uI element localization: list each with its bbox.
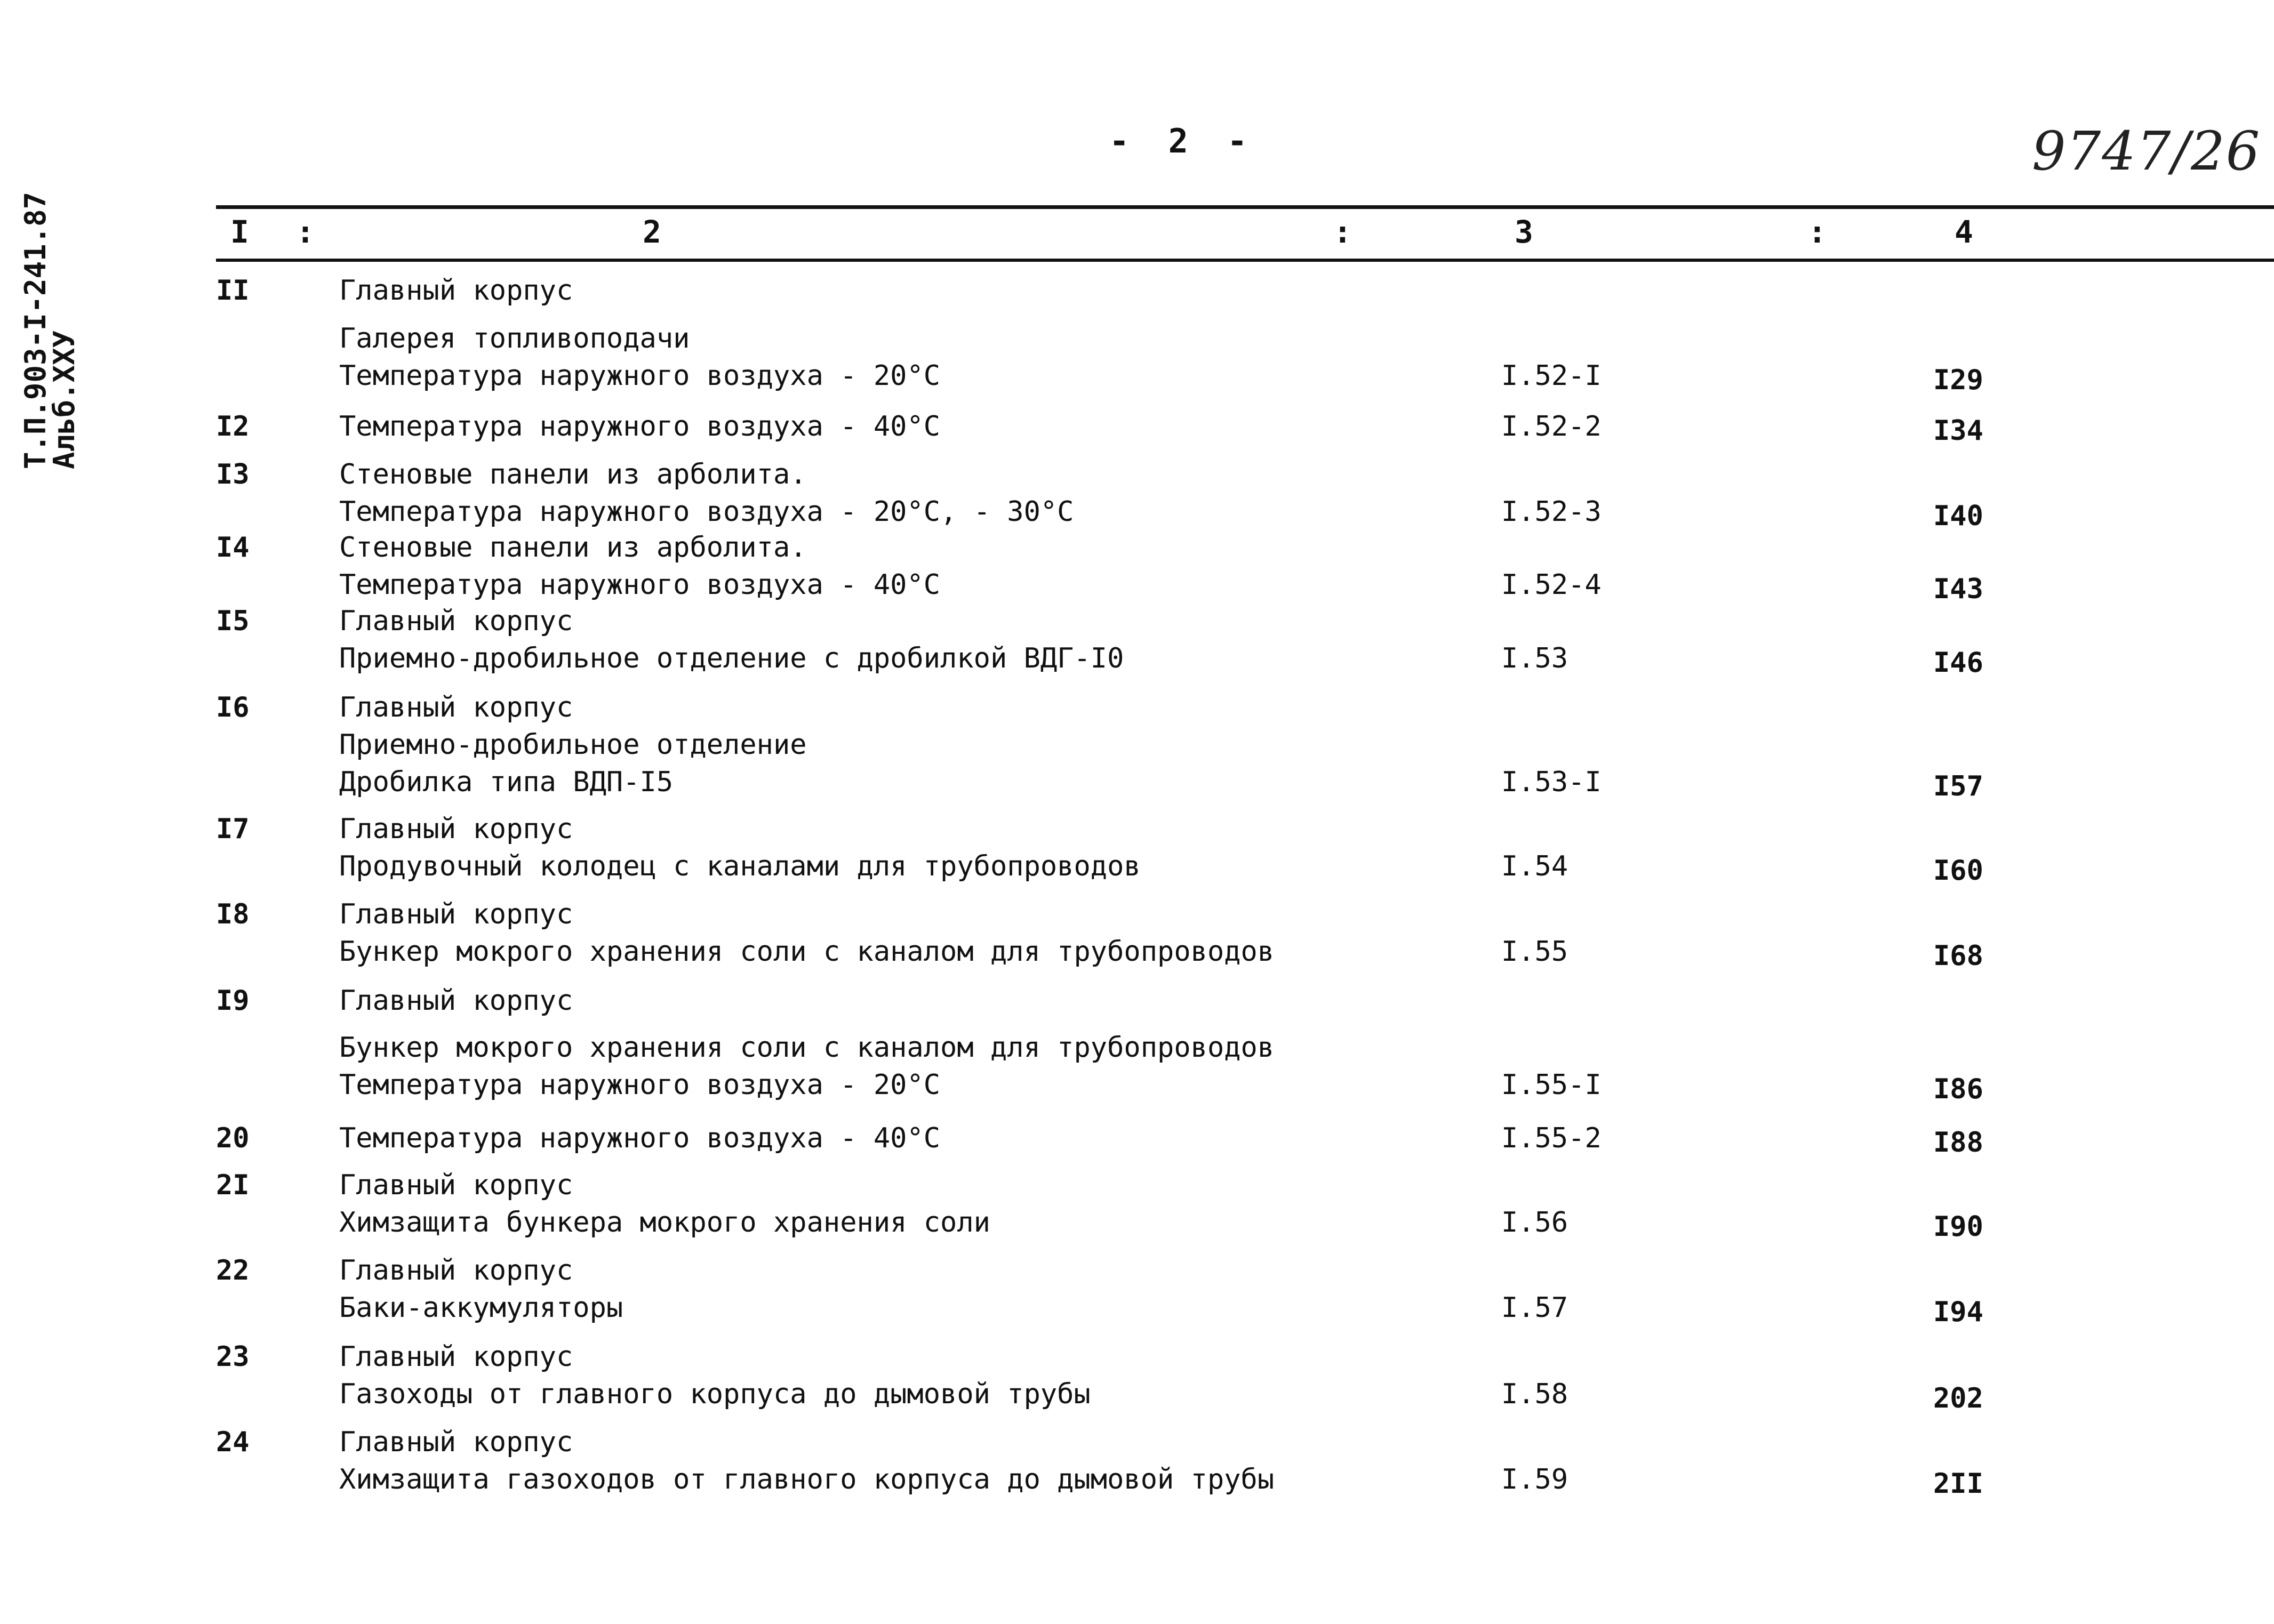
row-number: 24 — [216, 1426, 250, 1458]
description-line: Главный корпус — [339, 1341, 573, 1373]
description-line: Приемно-дробильное отделение — [339, 729, 807, 761]
row-code: I.53-I — [1501, 766, 1602, 798]
row-number: I9 — [216, 985, 250, 1017]
description-line: Главный корпус — [339, 1255, 573, 1287]
row-code: I.52-4 — [1501, 569, 1602, 601]
description-line: Главный корпус — [339, 692, 573, 723]
description-line: Главный корпус — [339, 898, 573, 930]
row-code: I.52-3 — [1501, 496, 1602, 528]
row-page: I88 — [1933, 1127, 1983, 1159]
row-page: I68 — [1933, 940, 1983, 972]
row-code: I.53 — [1501, 642, 1568, 674]
row-description — [339, 408, 940, 445]
description-line: Главный корпус — [339, 605, 573, 637]
row-number: 23 — [216, 1341, 250, 1373]
row-page: I86 — [1933, 1073, 1983, 1105]
description-line: Продувочный колодец с каналами для трубопроводов — [339, 850, 1141, 882]
row-page: 2II — [1933, 1468, 1983, 1500]
row-description — [339, 529, 940, 604]
row-description — [339, 1424, 1274, 1498]
description-line: Газоходы от главного корпуса до дымовой трубы — [339, 1378, 1091, 1410]
row-code: I.52-2 — [1501, 411, 1602, 443]
description-line: Температура наружного воздуха - 40°С — [339, 1122, 941, 1154]
row-number: 22 — [216, 1255, 250, 1287]
row-page: I40 — [1933, 500, 1983, 532]
row-code: I.55 — [1501, 936, 1568, 968]
row-description — [339, 272, 573, 309]
row-description — [339, 602, 1124, 677]
header-separator: : — [296, 214, 315, 250]
row-page: I57 — [1933, 770, 1983, 802]
header-separator: : — [1333, 214, 1352, 250]
header-col-3: 3 — [1515, 214, 1533, 250]
row-page: 202 — [1933, 1382, 1983, 1414]
row-page: I43 — [1933, 573, 1983, 605]
description-line: Главный корпус — [339, 985, 573, 1017]
description-line: Бункер мокрого хранения соли с каналом для трубопроводов — [339, 936, 1275, 968]
row-number: I3 — [216, 459, 250, 491]
handwritten-reference: 9747/26 — [2032, 120, 2261, 182]
row-description — [339, 456, 1074, 530]
header-col-2: 2 — [643, 214, 661, 250]
table-top-rule — [216, 205, 2274, 209]
header-separator: : — [1808, 214, 1827, 250]
row-code: I.59 — [1501, 1464, 1568, 1496]
row-number: I7 — [216, 813, 250, 845]
row-description — [339, 1167, 990, 1241]
row-page: I46 — [1933, 647, 1983, 679]
description-line: Температура наружного воздуха - 20°С — [339, 1069, 941, 1101]
description-line: Главный корпус — [339, 1426, 573, 1458]
row-number: I6 — [216, 692, 250, 723]
description-line: Дробилка типа ВДП-I5 — [339, 766, 674, 798]
row-code: I.58 — [1501, 1378, 1568, 1410]
row-description — [339, 896, 1274, 970]
row-number: I4 — [216, 532, 250, 564]
description-line: Химзащита бункера мокрого хранения соли — [339, 1207, 990, 1239]
description-line: Бункер мокрого хранения соли с каналом для трубопроводов — [339, 1032, 1275, 1064]
row-description — [339, 1120, 940, 1157]
row-code: I.52-I — [1501, 360, 1602, 392]
row-description — [339, 689, 807, 801]
row-code: I.57 — [1501, 1292, 1568, 1324]
description-line: Температура наружного воздуха - 20°С, - 30°С — [339, 496, 1074, 528]
row-code: I.55-2 — [1501, 1122, 1602, 1154]
table-header-rule — [216, 259, 2274, 262]
row-description — [339, 982, 573, 1019]
row-code: I.56 — [1501, 1207, 1568, 1239]
header-col-4: 4 — [1955, 214, 1973, 250]
description-line: Температура наружного воздуха - 40°С — [339, 569, 941, 601]
description-line: Баки-аккумуляторы — [339, 1292, 623, 1324]
description-line: Химзащита газоходов от главного корпуса до дымовой трубы — [339, 1464, 1275, 1496]
row-number: I8 — [216, 898, 250, 930]
description-line: Приемно-дробильное отделение с дробилкой ВДГ-I0 — [339, 642, 1124, 674]
row-page: I34 — [1933, 415, 1983, 447]
row-description — [339, 810, 1141, 885]
row-description — [339, 1338, 1091, 1413]
row-page: I29 — [1933, 364, 1983, 396]
row-description — [339, 1252, 623, 1326]
description-line: Главный корпус — [339, 813, 573, 845]
side-code-line-1: Т.П.903-І-241.87 — [19, 191, 52, 469]
description-line: Температура наружного воздуха - 20°С — [339, 360, 941, 392]
description-line: Температура наружного воздуха - 40°С — [339, 411, 941, 443]
description-line: Главный корпус — [339, 275, 573, 307]
header-col-1: I — [230, 214, 249, 250]
row-number: I2 — [216, 411, 250, 443]
description-line: Главный корпус — [339, 1169, 573, 1201]
row-number: 2I — [216, 1169, 250, 1201]
row-description — [339, 320, 940, 395]
side-code-line-2: Альб.ХХУ — [47, 330, 81, 469]
row-page: I94 — [1933, 1296, 1983, 1328]
row-page: I90 — [1933, 1211, 1983, 1243]
description-line: Стеновые панели из арболита. — [339, 532, 807, 564]
row-number: I5 — [216, 605, 250, 637]
page-number: - 2 - — [1109, 122, 1257, 160]
row-code: I.54 — [1501, 850, 1568, 882]
side-document-code — [21, 192, 79, 469]
description-line: Галерея топливоподачи — [339, 323, 690, 355]
row-number: II — [216, 275, 250, 307]
row-page: I60 — [1933, 855, 1983, 887]
row-description — [339, 1029, 1274, 1104]
description-line: Стеновые панели из арболита. — [339, 459, 807, 491]
row-code: I.55-I — [1501, 1069, 1602, 1101]
row-number: 20 — [216, 1122, 250, 1154]
